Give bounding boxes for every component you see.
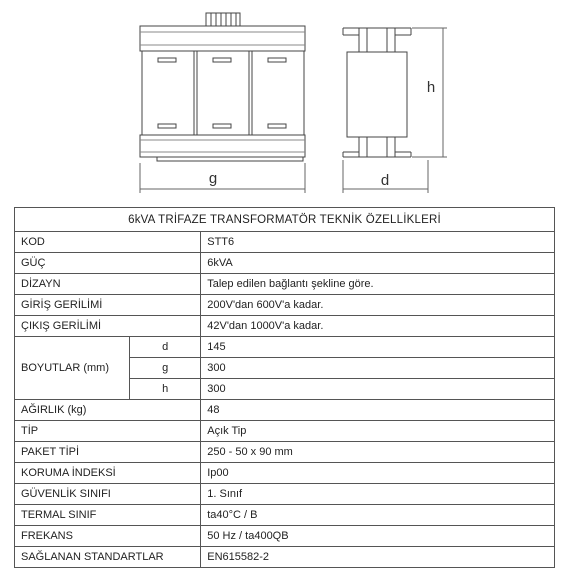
row-label: SAĞLANAN STANDARTLAR xyxy=(15,547,201,568)
transformer-drawing xyxy=(0,0,570,205)
bottom-yoke xyxy=(140,135,305,157)
dimension-key: d xyxy=(130,337,201,358)
table-row xyxy=(15,316,555,337)
dimension-key: g xyxy=(130,358,201,379)
row-label: GİRİŞ GERİLİMİ xyxy=(15,295,201,316)
coil-3 xyxy=(252,51,304,135)
row-value: 6kVA xyxy=(201,253,555,274)
row-value: EN615582-2 xyxy=(201,547,555,568)
table-row xyxy=(15,547,555,568)
row-value: Talep edilen bağlantı şekline göre. xyxy=(201,274,555,295)
row-value: Ip00 xyxy=(201,463,555,484)
row-value: 1. Sınıf xyxy=(201,484,555,505)
dimension-g xyxy=(140,163,305,193)
dimension-value: 300 xyxy=(201,358,555,379)
coil-2 xyxy=(197,51,249,135)
spec-table xyxy=(14,207,555,568)
row-label: GÜÇ xyxy=(15,253,201,274)
row-label: GÜVENLİK SINIFI xyxy=(15,484,201,505)
row-label: ÇIKIŞ GERİLİMİ xyxy=(15,316,201,337)
front-view xyxy=(140,13,305,193)
table-row xyxy=(15,295,555,316)
table-row xyxy=(15,232,555,253)
row-label: TERMAL SINIF xyxy=(15,505,201,526)
dimensions-label: BOYUTLAR (mm) xyxy=(15,337,130,400)
table-row xyxy=(15,400,555,421)
dimension-value: 145 xyxy=(201,337,555,358)
row-value: 250 - 50 x 90 mm xyxy=(201,442,555,463)
base-foot xyxy=(157,157,303,161)
table-title-row xyxy=(15,208,555,232)
row-label: DİZAYN xyxy=(15,274,201,295)
label-d: d xyxy=(380,172,390,189)
row-label: KOD xyxy=(15,232,201,253)
terminal-block xyxy=(206,13,240,26)
row-label: PAKET TİPİ xyxy=(15,442,201,463)
side-coil xyxy=(347,52,407,137)
table-row xyxy=(15,442,555,463)
table-row xyxy=(15,505,555,526)
row-value: 200V'dan 600V'a kadar. xyxy=(201,295,555,316)
row-label: AĞIRLIK (kg) xyxy=(15,400,201,421)
dimension-key: h xyxy=(130,379,201,400)
row-value: 48 xyxy=(201,400,555,421)
coil-1 xyxy=(142,51,194,135)
table-title: 6kVA TRİFAZE TRANSFORMATÖR TEKNİK ÖZELLİKLERİ xyxy=(15,208,555,232)
row-value: ta40°C / B xyxy=(201,505,555,526)
table-row xyxy=(15,463,555,484)
row-value: 42V'dan 1000V'a kadar. xyxy=(201,316,555,337)
table-row xyxy=(15,484,555,505)
row-value: STT6 xyxy=(201,232,555,253)
table-row xyxy=(15,253,555,274)
label-g: g xyxy=(208,170,218,187)
label-h: h xyxy=(426,79,436,96)
table-row xyxy=(15,337,555,358)
table-row xyxy=(15,421,555,442)
table-row xyxy=(15,526,555,547)
row-value: Açık Tip xyxy=(201,421,555,442)
row-label: TİP xyxy=(15,421,201,442)
row-label: FREKANS xyxy=(15,526,201,547)
row-value: 50 Hz / ta400QB xyxy=(201,526,555,547)
dimension-value: 300 xyxy=(201,379,555,400)
row-label: KORUMA İNDEKSİ xyxy=(15,463,201,484)
top-yoke xyxy=(140,26,305,51)
side-view xyxy=(343,28,447,193)
table-row xyxy=(15,274,555,295)
